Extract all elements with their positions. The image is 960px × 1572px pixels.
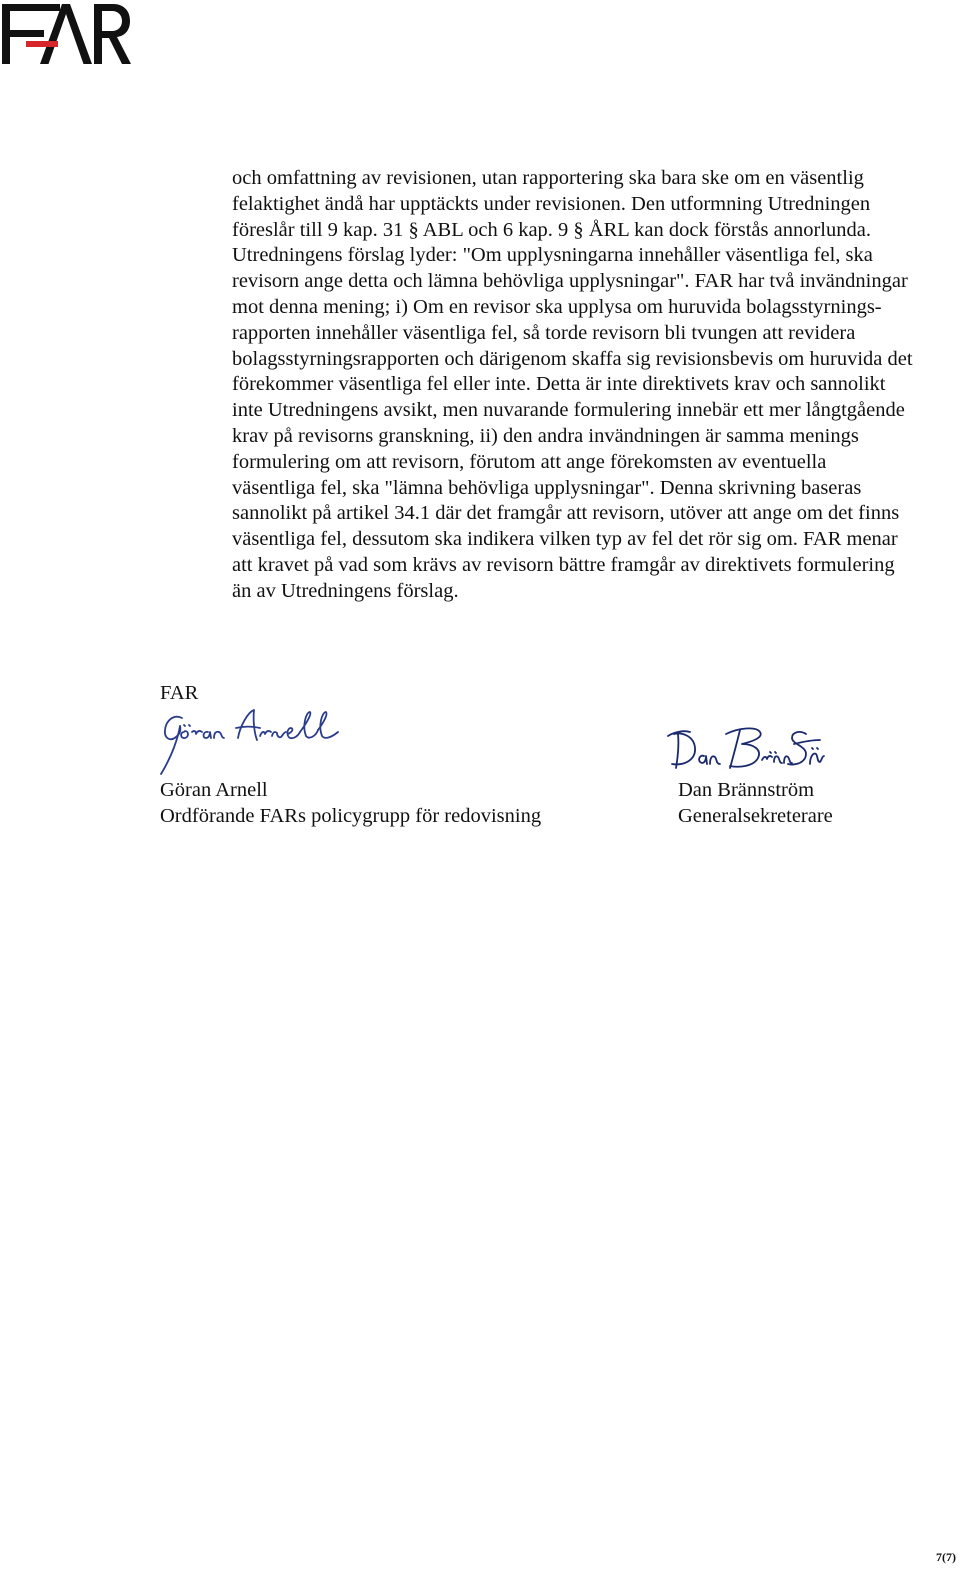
signer-title: Ordförande FARs policygrupp för redovisning bbox=[160, 804, 542, 827]
body-line: föreslår till 9 kap. 31 § ABL och 6 kap. 9 § ÅRL kan dock förstås annorlunda. bbox=[232, 218, 871, 241]
body-line: rapporten innehåller väsentliga fel, så torde revisorn bli tvungen att revidera bbox=[232, 321, 856, 344]
signer-title: Generalsekreterare bbox=[678, 804, 833, 827]
far-logo bbox=[0, 0, 134, 68]
logo-letter-r bbox=[94, 4, 131, 64]
body-line: bolagsstyrningsrapporten och därigenom skaffa sig revisionsbevis om huruvida det bbox=[232, 347, 913, 370]
body-line: väsentliga fel, ska "lämna behövliga upplysningar". Denna skrivning baseras bbox=[232, 476, 862, 499]
page-number: 7(7) bbox=[936, 1550, 956, 1564]
signature-dan-brannstrom bbox=[664, 724, 828, 776]
body-line: revisorn ange detta och lämna behövliga upplysningar". FAR har två invändningar bbox=[232, 270, 908, 293]
signer-dan-brannstrom bbox=[678, 778, 833, 829]
body-line: sannolikt på artikel 34.1 där det framgår att revisorn, utöver att ange om det finns bbox=[232, 502, 900, 525]
body-line: än av Utredningens förslag. bbox=[232, 579, 459, 602]
body-line: Utredningens förslag lyder: "Om upplysningarna innehåller väsentliga fel, ska bbox=[232, 244, 873, 267]
body-line: mot denna mening; i) Om en revisor ska upplysa om huruvida bolagsstyrnings- bbox=[232, 295, 882, 318]
body-line: formulering om att revisorn, förutom att ange förekomsten av eventuella bbox=[232, 450, 827, 473]
signature-goran-arnell bbox=[156, 704, 346, 778]
body-line: inte Utredningens avsikt, men nuvarande formulering innebär ett mer långtgående bbox=[232, 399, 905, 422]
logo-accent-bar bbox=[26, 41, 58, 47]
body-line: felaktighet ändå har upptäckts under revisionen. Den utformning Utredningen bbox=[232, 192, 871, 215]
closing-organization: FAR bbox=[160, 682, 199, 704]
body-line: att kravet på vad som krävs av revisorn bättre framgår av direktivets formulering bbox=[232, 553, 895, 576]
body-paragraph bbox=[232, 166, 960, 605]
signer-goran-arnell bbox=[160, 778, 541, 829]
body-line: krav på revisorns granskning, ii) den andra invändningen är samma menings bbox=[232, 424, 859, 447]
body-line: och omfattning av revisionen, utan rapportering ska bara ske om en väsentlig bbox=[232, 167, 864, 189]
body-line: förekommer väsentliga fel eller inte. Detta är inte direktivets krav och sannolikt bbox=[232, 373, 886, 396]
logo-letter-a bbox=[40, 4, 92, 64]
signer-name: Göran Arnell bbox=[160, 779, 268, 801]
signer-name: Dan Brännström bbox=[678, 779, 815, 801]
body-line: väsentliga fel, dessutom ska indikera vilken typ av fel det rör sig om. FAR menar bbox=[232, 528, 898, 551]
